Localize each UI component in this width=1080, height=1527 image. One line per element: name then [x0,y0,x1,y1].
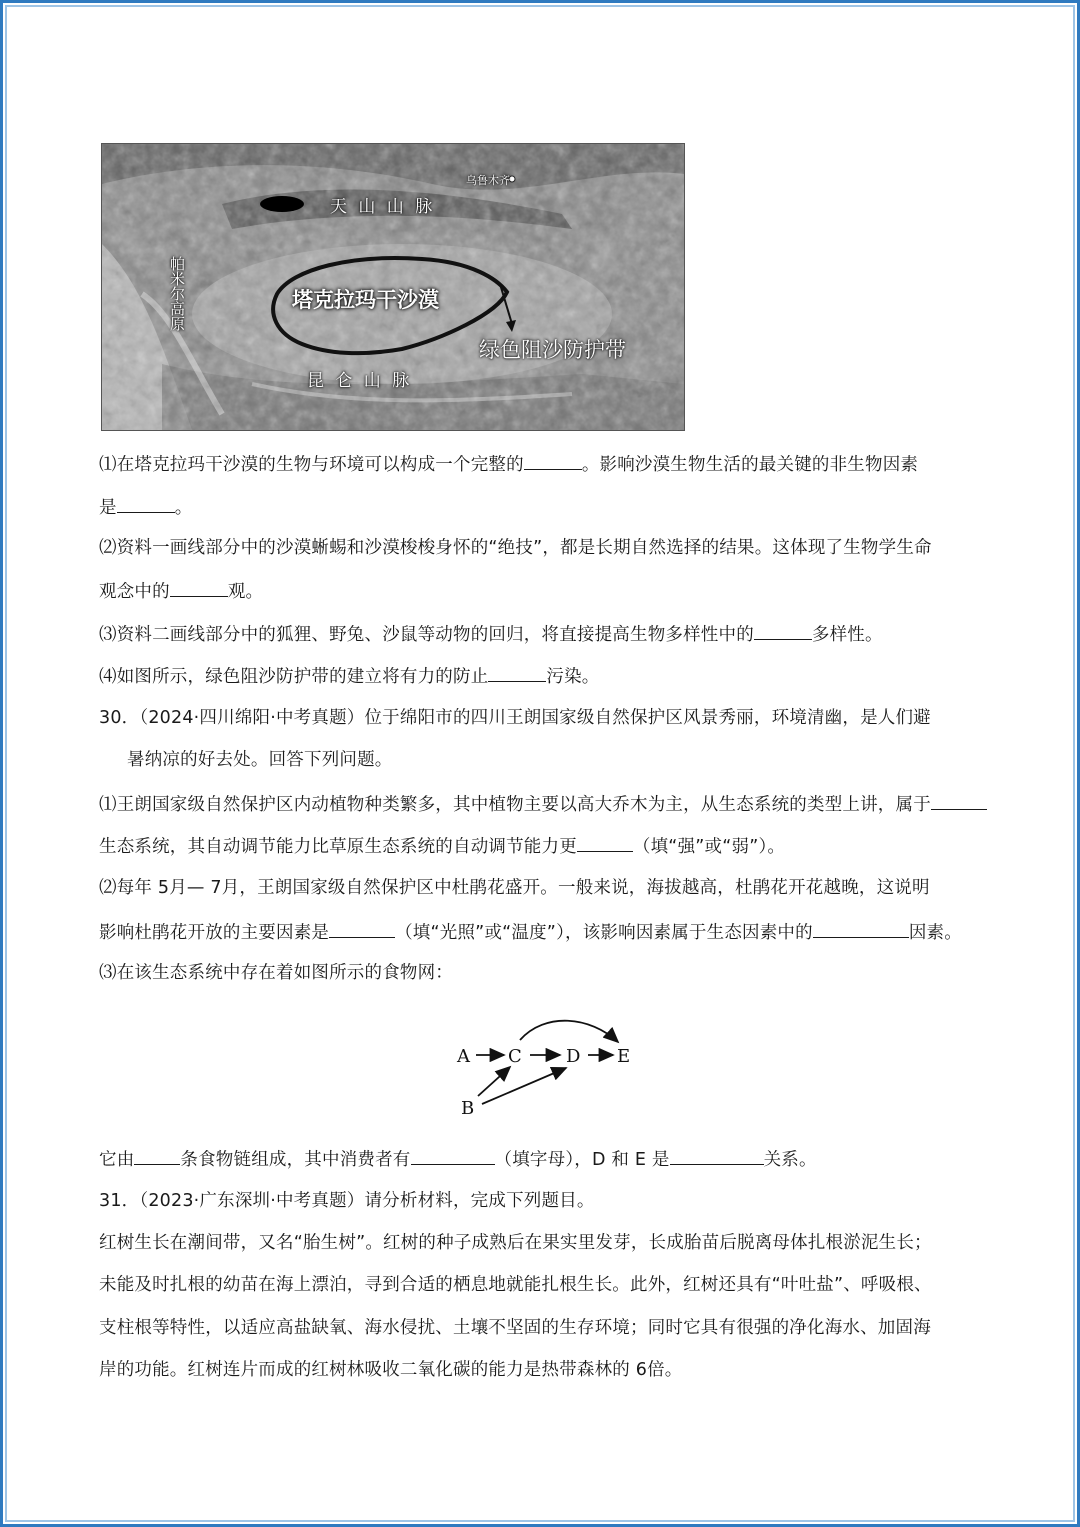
food-web-arrow-b-d [482,1068,566,1104]
question-2-text-a: ⑵资料一画线部分中的沙漠蜥蜴和沙漠梭梭身怀的“绝技”，都是长期自然选择的结果。这体现了生物学生命 [99,538,932,558]
map-label-pamir: 帕米尔高原 [168,256,186,331]
question-4-text-b: 污染。 [546,667,600,687]
question-1-line-2 [99,494,192,520]
q31-stem: 31．（2023·广东深圳·中考真题）请分析材料，完成下列题目。 [99,1191,595,1211]
q30-answer-text-d: 关系。 [763,1150,817,1170]
answer-blank[interactable] [134,1146,180,1165]
q30-answer-text-c: （填字母），D 和 E 是 [494,1150,670,1170]
question-1-line-1 [99,451,918,477]
question-2-text-b: 观念中的 [99,582,170,602]
q30-part1-line-2 [99,833,785,859]
q30-answer-text-a: 它由 [99,1150,135,1170]
answer-blank[interactable] [170,578,228,597]
q30-stem-line-2: 暑纳凉的好去处。回答下列问题。 [127,750,393,770]
question-4-text-a: ⑷如图所示，绿色阻沙防护带的建立将有力的防止 [99,667,489,687]
question-3-line [99,621,883,647]
food-web-node-e: E [617,1046,631,1067]
q30-part1-line-1 [99,791,987,817]
answer-blank[interactable] [524,451,582,470]
q30-part2-text-d: 因素。 [908,923,962,943]
q30-stem-line-1: 30．（2024·四川绵阳·中考真题）位于绵阳市的四川王朗国家级自然保护区风景秀丽，环境清幽，是人们避 [99,708,931,728]
answer-blank[interactable] [488,663,546,682]
q30-part1-text-c: （填“强”或“弱”）。 [632,837,786,857]
answer-blank[interactable] [754,621,812,640]
map-label-kunlun: 昆 仑 山 脉 [307,371,413,391]
question-4-line [99,663,600,689]
map-label-tianshan: 天 山 山 脉 [330,197,436,217]
q30-part3-line: ⑶在该生态系统中存在着如图所示的食物网： [99,963,453,983]
answer-blank[interactable] [577,833,633,852]
question-3-text-b: 多样性。 [811,625,883,645]
q30-part2-text-b: 影响杜鹃花开放的主要因素是 [99,923,330,943]
food-web-arrow-c-e [520,1021,618,1042]
q30-answer-text-b: 条食物链组成，其中消费者有 [180,1150,411,1170]
desert-map-image [101,143,685,431]
q30-part1-text-b: 生态系统，其自动调节能力比草原生态系统的自动调节能力更 [99,837,577,857]
answer-blank[interactable] [117,494,175,513]
food-web-node-a: A [457,1046,470,1067]
question-2-text-c: 观。 [227,582,264,602]
q30-part2-line-2 [99,919,962,945]
q30-part2-line-1: ⑵每年 5月— 7月，王朗国家级自然保护区中杜鹃花盛开。一般来说，海拔越高，杜鹃花开花越晚，这说明 [99,878,930,898]
question-3-text-a: ⑶资料二画线部分中的狐狸、野兔、沙鼠等动物的回归，将直接提高生物多样性中的 [99,625,754,645]
q30-answer-line [99,1146,817,1172]
map-label-urumqi: 乌鲁木齐 [466,174,510,187]
question-1-text-b: 。影响沙漠生物生活的最关键的非生物因素 [581,455,919,475]
question-1-text-a: ⑴在塔克拉玛干沙漠的生物与环境可以构成一个完整的 [99,455,524,475]
answer-blank[interactable] [670,1146,764,1165]
answer-blank[interactable] [329,919,395,938]
answer-blank[interactable] [813,919,909,938]
question-2-line-1 [99,536,932,560]
q30-part2-text-c: （填“光照”或“温度”），该影响因素属于生态因素中的 [395,923,813,943]
answer-blank[interactable] [411,1146,495,1165]
q31-material-line-2: 未能及时扎根的幼苗在海上漂泊，寻到合适的栖息地就能扎根生长。此外，红树还具有“叶吐盐”、呼吸根、 [99,1275,932,1295]
food-web-node-b: B [461,1098,475,1119]
answer-blank[interactable] [931,791,987,810]
question-2-line-2 [99,578,263,604]
q30-part1-text-a: ⑴王朗国家级自然保护区内动植物种类繁多，其中植物主要以高大乔木为主，从生态系统的类型上讲，属于 [99,795,931,815]
question-1-text-d: 。 [174,498,193,518]
food-web-diagram [450,1012,650,1122]
q31-material-line-1: 红树生长在潮间带，又名“胎生树”。红树的种子成熟后在果实里发芽，长成胎苗后脱离母体扎根淤泥生长； [99,1233,932,1253]
q31-material-line-4: 岸的功能。红树连片而成的红树林吸收二氧化碳的能力是热带森林的 6倍。 [99,1360,683,1380]
map-label-green-belt: 绿色阻沙防护带 [479,338,626,362]
food-web-node-d: D [566,1046,581,1067]
food-web-arrow-b-c [478,1067,510,1096]
question-1-text-c: 是 [99,498,117,518]
q31-material-line-3: 支柱根等特性，以适应高盐缺氧、海水侵扰、土壤不坚固的生存环境；同时它具有很强的净化海水、加固海 [99,1318,931,1338]
food-web-node-c: C [508,1046,522,1067]
map-label-taklamakan: 塔克拉玛干沙漠 [292,288,439,312]
